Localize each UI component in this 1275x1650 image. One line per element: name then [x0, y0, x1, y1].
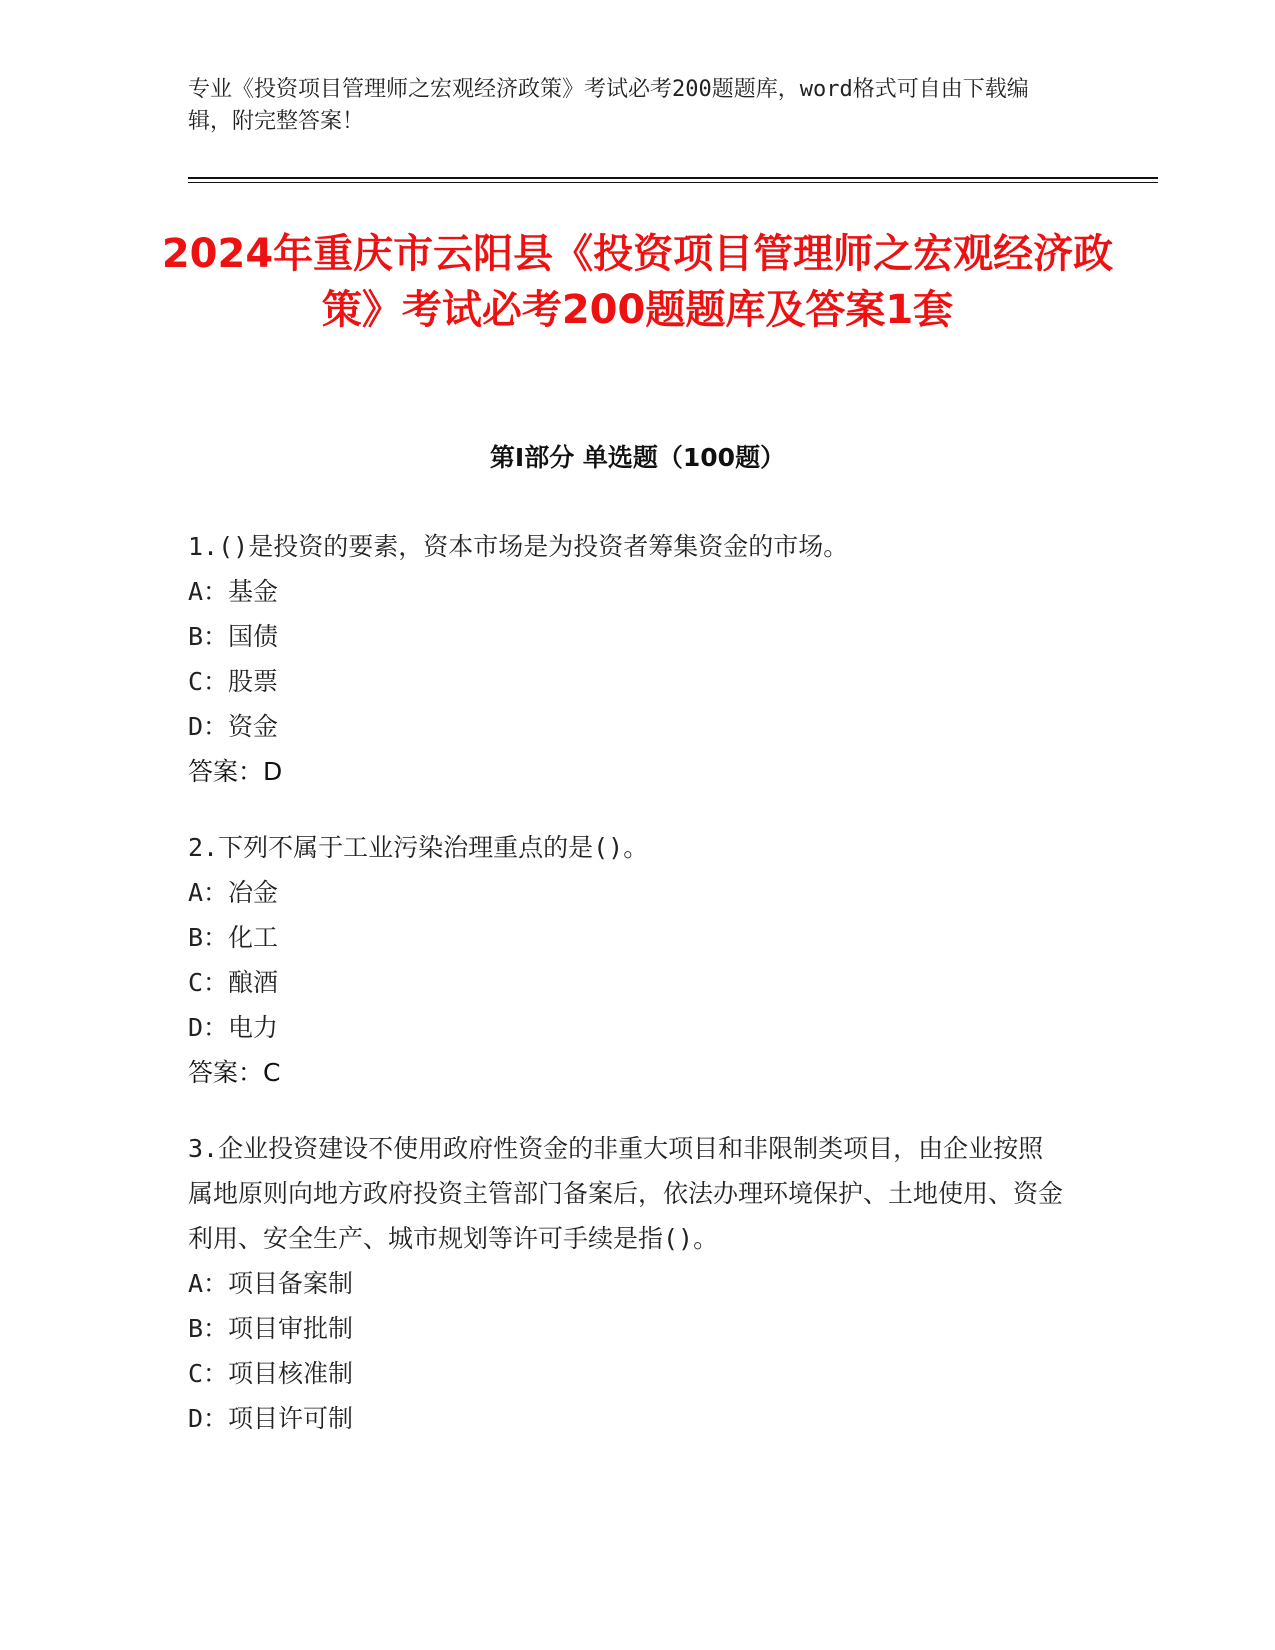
section-title: 第Ⅰ部分 单选题（100题）: [489, 443, 786, 472]
header-note: 专业《投资项目管理师之宏观经济政策》考试必考200题题库，word格式可自由下载编辑，附完整答案！: [188, 77, 1029, 134]
option-c: C：酿酒: [188, 968, 279, 997]
answer-line: 答案：D: [188, 757, 283, 786]
answer-line: 答案：C: [188, 1058, 281, 1087]
option-c: C：项目核准制: [188, 1359, 354, 1388]
question-stem: 1.()是投资的要素，资本市场是为投资者筹集资金的市场。: [188, 532, 849, 561]
header-divider-thin: [188, 182, 1158, 183]
option-b: B：国债: [188, 622, 279, 651]
header-divider-thick: [188, 177, 1158, 179]
question-stem: 3.企业投资建设不使用政府性资金的非重大项目和非限制类项目，由企业按照属地原则向地方政府投资主管部门备案后，依法办理环境保护、土地使用、资金利用、安全生产、城市规划等许可手续是指()。: [188, 1134, 1064, 1253]
question-list: [188, 524, 1068, 1472]
option-b: B：化工: [188, 923, 279, 952]
question-item: [188, 825, 1068, 1095]
document-title: 2024年重庆市云阳县《投资项目管理师之宏观经济政策》考试必考200题题库及答案1套: [161, 231, 1114, 333]
option-d: D：电力: [188, 1013, 279, 1042]
question-item: [188, 524, 1068, 794]
option-b: B：项目审批制: [188, 1314, 354, 1343]
option-a: A：项目备案制: [188, 1269, 354, 1298]
option-a: A：冶金: [188, 878, 279, 907]
option-d: D：项目许可制: [188, 1404, 354, 1433]
question-item: [188, 1126, 1068, 1441]
option-a: A：基金: [188, 577, 279, 606]
option-c: C：股票: [188, 667, 279, 696]
question-stem: 2.下列不属于工业污染治理重点的是()。: [188, 833, 649, 862]
option-d: D：资金: [188, 712, 279, 741]
